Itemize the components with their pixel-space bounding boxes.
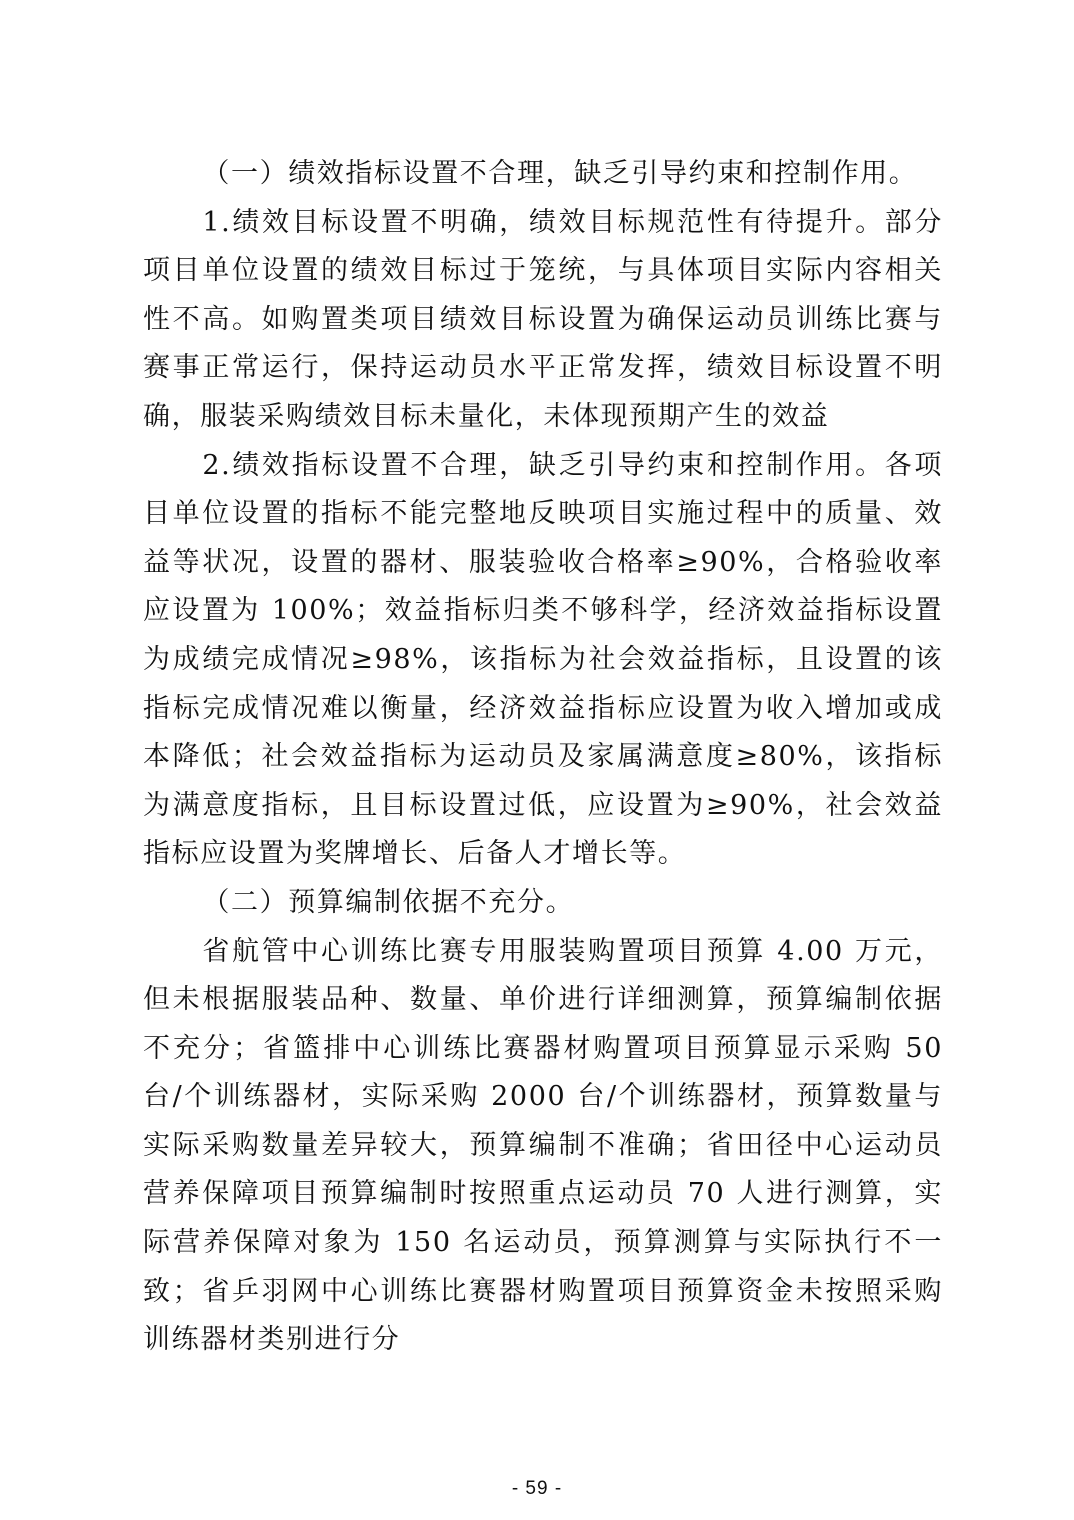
document-body bbox=[143, 150, 943, 1365]
paragraph-goal-setting: 1.绩效目标设置不明确，绩效目标规范性有待提升。部分项目单位设置的绩效目标过于笼统，与具体项目实际内容相关性不高。如购置类项目绩效目标设置为确保运动员训练比赛与赛事正常运行，保持运动员水平正常发挥，绩效目标设置不明确，服装采购绩效目标未量化，未体现预期产生的效益 bbox=[143, 206, 943, 432]
paragraph-budget-basis: 省航管中心训练比赛专用服装购置项目预算 4.00 万元，但未根据服装品种、数量、单价进行详细测算，预算编制依据不充分；省篮排中心训练比赛器材购置项目预算显示采购 50 台/个训练器材，实际采购 2000 台/个训练器材，预算数量与实际采购数量差异较大，预算编制不准确；省田径中心运动员营养保障项目预算编制时按照重点运动员 70 人进行测算，实际营养保障对象为 150 名运动员，预算测算与实际执行不一致；省乒羽网中心训练比赛器材购置项目预算资金未按照采购训练器材类别进行分 bbox=[143, 935, 943, 1356]
section-heading-1: （一）绩效指标设置不合理，缺乏引导约束和控制作用。 bbox=[202, 158, 918, 189]
section-heading-2: （二）预算编制依据不充分。 bbox=[202, 886, 575, 918]
paragraph-indicator-setting: 2.绩效指标设置不合理，缺乏引导约束和控制作用。各项目单位设置的指标不能完整地反映项目实施过程中的质量、效益等状况，设置的器材、服装验收合格率≥90%，合格验收率应设置为 100%；效益指标归类不够科学，经济效益指标设置为成绩完成情况≥98%，该指标为社会效益指标，且设置的该指标完成情况难以衡量，经济效益指标应设置为收入增加或成本降低；社会效益指标为运动员及家属满意度≥80%，该指标为满意度指标，且目标设置过低，应设置为≥90%，社会效益指标应设置为奖牌增长、后备人才增长等。 bbox=[143, 449, 943, 870]
page-number: - 59 - bbox=[511, 1478, 563, 1499]
